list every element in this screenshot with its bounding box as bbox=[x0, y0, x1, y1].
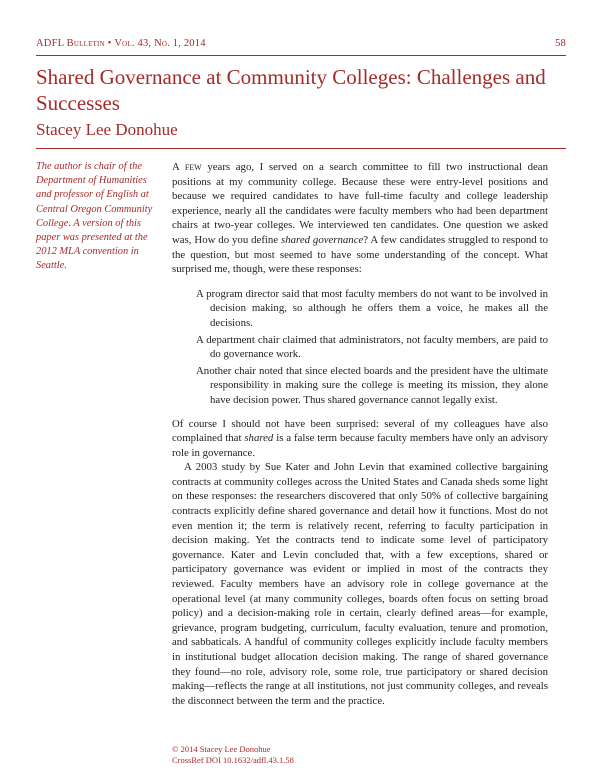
paragraph-2: Of course I should not have been surprised: several of my colleagues have also complained that shared is a false term because faculty members have only an advisory role in governance. bbox=[172, 417, 548, 459]
footer bbox=[172, 744, 294, 766]
doi: CrossRef DOI 10.1632/adfl.43.1.58 bbox=[172, 755, 294, 765]
responses-block bbox=[196, 287, 548, 408]
article-author: Stacey Lee Donohue bbox=[36, 120, 178, 139]
journal-name: ADFL Bulletin bbox=[36, 38, 105, 49]
volume-issue: Vol. 43, No. 1, 2014 bbox=[114, 38, 206, 49]
author-note: The author is chair of the Department of Humanities and professor of English at Central Oregon Community College. A version of this paper was presented at the 2012 MLA convention in Seattle. bbox=[36, 161, 153, 272]
emphasis-term: shared bbox=[244, 432, 274, 445]
lead-in: A few bbox=[172, 161, 202, 173]
paragraph-1: A few years ago, I served on a search committee to fill two instructional dean positions at my community college. Because these were entry-level positions and because we required candidates to have full-time faculty and college leadership experience, nearly all the candidates were faculty members who had been department chairs at two-year colleges. We interviewed ten candidates. One question we asked was, How do you define shared governance? A few candidates struggled to respond to the question, but most seemed to have some understanding of the concept. What surprised me, though, were these responses: bbox=[172, 161, 548, 276]
title-rule bbox=[36, 148, 566, 149]
article-body bbox=[172, 160, 548, 708]
copyright: © 2014 Stacey Lee Donohue bbox=[172, 744, 271, 754]
paragraph-3: A 2003 study by Sue Kater and John Levin that examined collective bargaining contracts at community colleges across the United States and Canada sheds some light on these responses: the researchers discovered that only 50% of collective bargaining contracts explicitly define shared governance and detail how it functions. Most do not even mention it; the term is relatively recent, referring to faculty participation in decision making. Yet the contracts tend to indicate some level of participatory governance. Kater and Levin concluded that, with a few exceptions, shared or participatory governance was evident or implied in most of the contracts they reviewed. Faculty members have an advisory role in college governance at the operational level (at many community colleges, boards often focus on setting broad policy) and a decision-making role in certain, clearly defined areas—for example, grievance, program budgeting, curriculum, faculty evaluation, tenure and promotion, and sabbaticals. A handful of community colleges explicitly include faculty members in institutional budget allocation decision making. The range of shared governance they found—no role, advisory role, some role, true participatory or shared decision making—reflects the range at all institutions, not just community colleges, and reveals the disconnect between the term and the practice. bbox=[172, 461, 548, 707]
running-header bbox=[36, 38, 566, 49]
response-item: A program director said that most faculty members do not want to be involved in decision making, so although he offers them a voice, he makes all the decisions. bbox=[196, 287, 548, 329]
emphasis-term: shared governance bbox=[281, 233, 364, 246]
header-rule bbox=[36, 55, 566, 56]
response-item: A department chair claimed that administrators, not faculty members, are paid to do governance work. bbox=[196, 333, 548, 361]
header-separator: • bbox=[107, 38, 112, 49]
article-title: Shared Governance at Community Colleges: Challenges and Successes bbox=[36, 65, 546, 115]
page-number: 58 bbox=[555, 38, 566, 49]
response-item: Another chair noted that since elected boards and the president have the ultimate responsibility in making sure the college is meeting its mission, they alone have decision power. Thus shared governance cannot legally exist. bbox=[196, 364, 548, 406]
